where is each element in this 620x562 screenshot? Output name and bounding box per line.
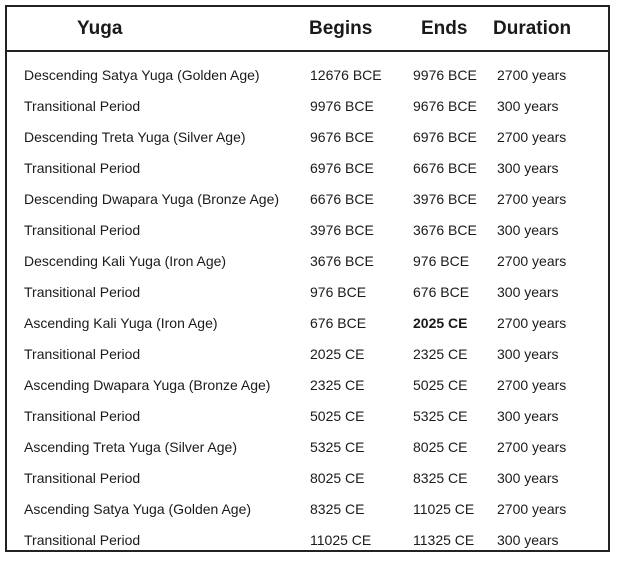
cell-begins: 2325 CE <box>310 377 365 393</box>
cell-begins: 3976 BCE <box>310 222 374 238</box>
cell-duration: 300 years <box>497 408 559 424</box>
table-row <box>7 277 608 308</box>
cell-duration: 2700 years <box>497 253 567 269</box>
cell-duration: 2700 years <box>497 129 567 145</box>
cell-yuga: Ascending Treta Yuga (Silver Age) <box>24 439 237 455</box>
cell-ends: 11325 CE <box>413 532 475 548</box>
cell-yuga: Transitional Period <box>24 532 141 548</box>
cell-begins: 5025 CE <box>310 408 365 424</box>
cell-yuga: Descending Dwapara Yuga (Bronze Age) <box>24 191 280 207</box>
table-row <box>7 153 608 184</box>
cell-yuga: Descending Treta Yuga (Silver Age) <box>24 129 246 145</box>
cell-begins: 8025 CE <box>310 470 365 486</box>
cell-ends: 8025 CE <box>413 439 468 455</box>
cell-duration: 2700 years <box>497 315 567 331</box>
table-row <box>7 184 608 215</box>
cell-duration: 300 years <box>497 532 559 548</box>
header-ends: Ends <box>421 18 468 39</box>
cell-begins: 2025 CE <box>310 346 365 362</box>
cell-yuga: Transitional Period <box>24 346 141 362</box>
yuga-table <box>5 5 610 552</box>
cell-ends: 676 BCE <box>413 284 470 300</box>
cell-begins: 11025 CE <box>310 532 372 548</box>
cell-begins: 676 BCE <box>310 315 367 331</box>
cell-yuga: Transitional Period <box>24 284 141 300</box>
cell-ends: 5025 CE <box>413 377 468 393</box>
table-row <box>7 494 608 525</box>
cell-yuga: Ascending Dwapara Yuga (Bronze Age) <box>24 377 271 393</box>
cell-duration: 2700 years <box>497 501 567 517</box>
cell-begins: 3676 BCE <box>310 253 374 269</box>
table-row <box>7 401 608 432</box>
cell-ends: 3676 BCE <box>413 222 477 238</box>
cell-yuga: Transitional Period <box>24 98 141 114</box>
cell-duration: 300 years <box>497 470 559 486</box>
table-header <box>7 7 608 52</box>
cell-ends: 976 BCE <box>413 253 470 269</box>
cell-begins: 9976 BCE <box>310 98 374 114</box>
table-row <box>7 122 608 153</box>
table-row <box>7 308 608 339</box>
table-row <box>7 370 608 401</box>
cell-ends: 8325 CE <box>413 470 468 486</box>
table-row <box>7 60 608 91</box>
cell-duration: 300 years <box>497 222 559 238</box>
cell-ends: 3976 BCE <box>413 191 477 207</box>
table-row <box>7 463 608 494</box>
cell-ends: 5325 CE <box>413 408 468 424</box>
cell-begins: 976 BCE <box>310 284 367 300</box>
header-duration: Duration <box>493 18 572 39</box>
cell-yuga: Ascending Satya Yuga (Golden Age) <box>24 501 252 517</box>
cell-duration: 300 years <box>497 98 559 114</box>
cell-begins: 5325 CE <box>310 439 365 455</box>
header-yuga: Yuga <box>77 18 123 39</box>
cell-ends: 2325 CE <box>413 346 468 362</box>
cell-ends: 9676 BCE <box>413 98 477 114</box>
cell-begins: 6976 BCE <box>310 160 374 176</box>
cell-duration: 2700 years <box>497 67 567 83</box>
cell-duration: 300 years <box>497 284 559 300</box>
cell-ends: 6676 BCE <box>413 160 477 176</box>
table-row <box>7 432 608 463</box>
header-begins: Begins <box>309 18 373 39</box>
cell-ends: 6976 BCE <box>413 129 477 145</box>
cell-yuga: Transitional Period <box>24 408 141 424</box>
cell-begins: 9676 BCE <box>310 129 374 145</box>
cell-ends: 2025 CE <box>413 315 468 331</box>
table-body <box>7 60 608 556</box>
cell-yuga: Transitional Period <box>24 222 141 238</box>
table-row <box>7 215 608 246</box>
cell-begins: 12676 BCE <box>310 67 382 83</box>
cell-yuga: Transitional Period <box>24 470 141 486</box>
cell-yuga: Transitional Period <box>24 160 141 176</box>
table-row <box>7 246 608 277</box>
cell-duration: 300 years <box>497 346 559 362</box>
cell-yuga: Ascending Kali Yuga (Iron Age) <box>24 315 218 331</box>
cell-yuga: Descending Satya Yuga (Golden Age) <box>24 67 260 83</box>
cell-begins: 8325 CE <box>310 501 365 517</box>
cell-begins: 6676 BCE <box>310 191 374 207</box>
table-row <box>7 91 608 122</box>
cell-duration: 2700 years <box>497 377 567 393</box>
cell-yuga: Descending Kali Yuga (Iron Age) <box>24 253 227 269</box>
table-row <box>7 525 608 556</box>
cell-ends: 9976 BCE <box>413 67 477 83</box>
cell-duration: 2700 years <box>497 191 567 207</box>
cell-duration: 2700 years <box>497 439 567 455</box>
cell-duration: 300 years <box>497 160 559 176</box>
table-row <box>7 339 608 370</box>
cell-ends: 11025 CE <box>413 501 475 517</box>
